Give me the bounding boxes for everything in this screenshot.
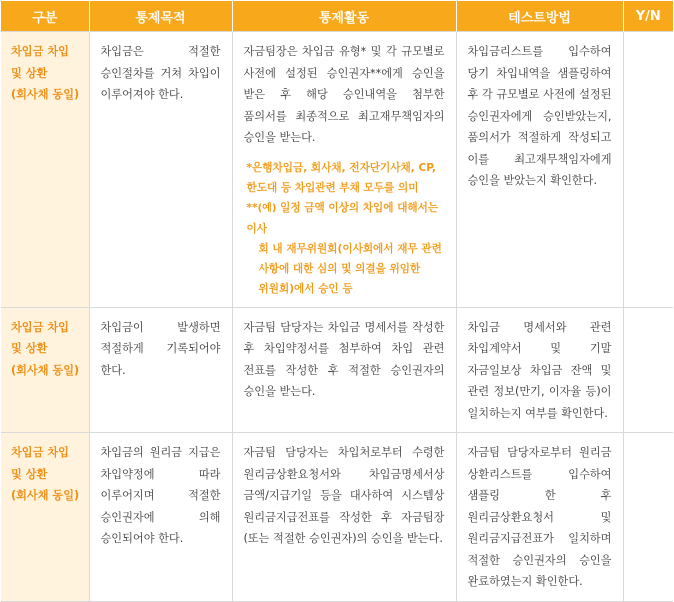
test-method-cell: 차입금 명세서와 관련 차입계약서 및 기말 자금일보상 차입금 잔액 및 관련 정보(만기, 이자율 등)이 일치하는지 여부를 확인한다.: [456, 307, 623, 433]
objective-cell: 차입금은 적절한 승인절차를 거쳐 차입이 이루어져야 한다.: [89, 32, 232, 308]
objective-cell: 차입금의 원리금 지급은 차입약정에 따라 이루어지며 적절한 승인권자에 의해 승인되어야 한다.: [89, 433, 232, 602]
yn-cell: [623, 307, 673, 433]
header-yn: Y/N: [623, 1, 673, 32]
header-activity: 통제활동: [232, 1, 456, 32]
table-row: [1, 433, 673, 602]
test-method-cell: 차입금리스트를 입수하여 당기 차입내역을 샘플링하여 후 각 규모별로 사전에 설정된 승인권자에게 승인받았는지, 품의서가 적절하게 작성되고 이를 최고재무책임자에게 승인을 받았는지 확인한다.: [456, 32, 623, 308]
control-table: [1, 1, 673, 602]
category-cell: [1, 32, 89, 308]
note-continuation: 회 내 재무위원회(이사회에서 재무 관련 사항에 대한 심의 및 의결을 위임한 위원회)에서 승인 등: [258, 242, 442, 295]
category-cell: [1, 307, 89, 433]
category-line: 및 상환: [11, 342, 48, 355]
activity-note-1: *은행차입금, 회사채, 전자단기사채, CP, 한도대 등 차입관련 부채 모두를 의미: [246, 161, 437, 194]
header-row: [1, 1, 673, 32]
category-line: 및 상환: [11, 467, 48, 481]
category-line: 차입금 차입: [11, 446, 69, 459]
table-row: [1, 32, 673, 308]
category-line: (회사채 동일): [11, 489, 80, 502]
note-circled-text: 예: [262, 202, 272, 214]
yn-cell: [623, 433, 673, 602]
activity-note-2: [244, 198, 445, 299]
category-line: (회사채 동일): [11, 363, 80, 377]
activity-cell: 자금팀 담당자는 차입금 명세서를 작성한 후 차입약정서를 첨부하여 차입 관련 전표를 작성한 후 적절한 승인권자의 승인을 받는다.: [232, 307, 456, 433]
test-method-cell: 자금팀 담당자로부터 원리금 상환리스트를 입수하여 샘플링 한 후 원리금상환요청서 및 원리금지급전표가 일치하며 적절한 승인권자의 승인을 완료하였는지 확인한다.: [456, 433, 623, 602]
activity-cell: 자금팀 담당자는 차입처로부터 수령한 원리금상환요청서와 차입금명세서상 금액/지급기일 등을 대사하여 시스템상 원리금지급전표를 작성한 후 자금팀장(또는 적절한 승인권자)의 승인을 받는다.: [232, 433, 456, 602]
category-cell: [1, 433, 89, 602]
table-row: [1, 307, 673, 433]
activity-text: 자금팀장은 차입금 유형* 및 각 규모별로 사전에 설정된 승인권자**에게 승인을 받은 후 해당 승인내역을 첨부한 품의서를 최종적으로 최고재무책임자의 승인을 받는다.: [243, 45, 445, 144]
header-test-method: 테스트방법: [456, 1, 623, 32]
circled-example-marker: (예): [257, 202, 277, 214]
header-objective: 통제목적: [89, 1, 232, 32]
category-line: 및 상환: [11, 66, 48, 80]
category-line: 차입금 차입: [11, 45, 69, 58]
category-line: (회사채 동일): [11, 88, 80, 101]
note-first-line: 일정 금액 이상의 차입에 대해서는 이사: [246, 201, 439, 235]
yn-cell: [623, 32, 673, 308]
objective-cell: 차입금이 발생하면 적절하게 기록되어야 한다.: [89, 307, 232, 433]
note-prefix: **: [246, 201, 258, 214]
activity-cell: [232, 32, 456, 308]
category-line: 차입금 차입: [11, 320, 69, 334]
header-category: 구분: [1, 1, 89, 32]
